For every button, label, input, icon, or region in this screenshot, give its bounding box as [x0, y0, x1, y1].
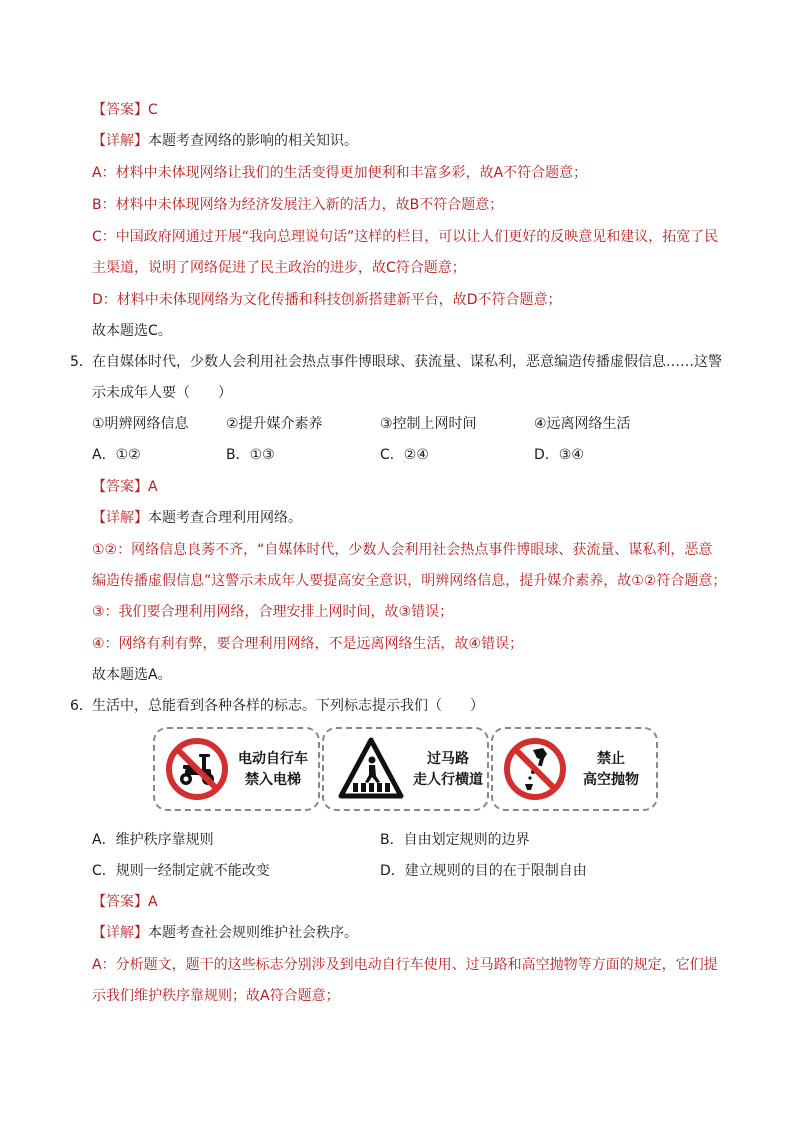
answer-value: A — [148, 479, 158, 495]
q4-answer-line — [92, 100, 158, 120]
sign-no-throwing-line2: 高空抛物 — [583, 772, 639, 788]
q4-detail-line — [92, 131, 358, 151]
q6-detail-line — [92, 923, 358, 943]
q5-explain-2: ③：我们要合理利用网络，合理安排上网时间，故③错误； — [92, 604, 454, 620]
q6-stem: 生活中，总能看到各种各样的标志。下列标志提示我们（ ） — [92, 698, 484, 714]
q5-choice-d[interactable]: D．③④ — [534, 447, 584, 463]
no-throwing-icon — [503, 736, 567, 802]
q6-explain-a1: A：分析题文，题干的这些标志分别涉及到电动自行车使用、过马路和高空抛物等方面的规定，它们提 — [92, 957, 718, 973]
q5-explain-1b: 编造传播虚假信息”这警示未成年人要提高安全意识，明辨网络信息，提升媒介素养，故①②符合题意； — [92, 573, 727, 589]
sign-crosswalk-line2: 走人行横道 — [413, 772, 483, 788]
answer-value: A — [148, 894, 158, 910]
sign-ebike-line2: 禁入电梯 — [245, 772, 301, 788]
sign-crosswalk-line1: 过马路 — [427, 751, 469, 767]
q5-detail-line — [92, 508, 302, 528]
detail-text: 本题考查社会规则维护社会秩序。 — [148, 925, 358, 941]
q5-choice-c[interactable]: C．②④ — [380, 447, 429, 463]
q5-explain-1a: ①②：网络信息良莠不齐，“自媒体时代，少数人会利用社会热点事件博眼球、获流量、谋私利，恶意 — [92, 542, 713, 558]
q4-explain-c2: 主渠道，说明了网络促进了民主政治的进步，故C符合题意； — [92, 260, 466, 276]
sign-ebike-box — [153, 727, 320, 811]
q4-explain-c1: C：中国政府网通过开展“我向总理说句话”这样的栏目，可以让人们更好的反映意见和建议，拓宽了民 — [92, 229, 719, 245]
q6-answer-line — [92, 892, 158, 912]
detail-tag: 【详解】 — [92, 925, 148, 941]
q5-number: 5． — [70, 354, 93, 370]
answer-tag: 【答案】 — [92, 102, 148, 118]
q5-explain-3: ④：网络有利有弊，要合理利用网络，不是远离网络生活，故④错误； — [92, 636, 524, 652]
q5-conclusion: 故本题选A。 — [92, 667, 172, 683]
q5-item-4: ④远离网络生活 — [534, 416, 631, 432]
sign-ebike-line1: 电动自行车 — [238, 751, 308, 767]
q5-item-1: ①明辨网络信息 — [92, 416, 189, 432]
q5-answer-line — [92, 477, 158, 497]
q4-conclusion: 故本题选C。 — [92, 323, 172, 339]
detail-text: 本题考查合理利用网络。 — [148, 510, 302, 526]
q6-choice-a[interactable]: A．维护秩序靠规则 — [92, 832, 214, 848]
q5-item-2: ②提升媒介素养 — [226, 416, 323, 432]
q5-choice-b[interactable]: B．①③ — [226, 447, 275, 463]
q6-choice-c[interactable]: C．规则一经制定就不能改变 — [92, 863, 270, 879]
q6-choice-d[interactable]: D．建立规则的目的在于限制自由 — [380, 863, 587, 879]
crosswalk-icon — [338, 736, 404, 802]
sign-no-throwing-box — [491, 727, 658, 811]
q6-choice-b[interactable]: B．自由划定规则的边界 — [380, 832, 530, 848]
q5-stem-line1: 在自媒体时代，少数人会利用社会热点事件博眼球、获流量、谋私利，恶意编造传播虚假信息……这警 — [92, 354, 722, 370]
q5-stem-line2: 示未成年人要（ ） — [92, 385, 232, 401]
q4-explain-d: D：材料中未体现网络为文化传播和科技创新搭建新平台，故D不符合题意； — [92, 292, 562, 308]
q4-explain-a: A：材料中未体现网络让我们的生活变得更加便利和丰富多彩，故A不符合题意； — [92, 165, 588, 181]
sign-no-throwing-line1: 禁止 — [597, 751, 625, 767]
answer-tag: 【答案】 — [92, 479, 148, 495]
answer-tag: 【答案】 — [92, 894, 148, 910]
q4-explain-b: B：材料中未体现网络为经济发展注入新的活力，故B不符合题意； — [92, 197, 504, 213]
q5-item-3: ③控制上网时间 — [380, 416, 477, 432]
q5-choice-a[interactable]: A．①② — [92, 447, 141, 463]
detail-tag: 【详解】 — [92, 133, 148, 149]
answer-value: C — [148, 102, 158, 118]
q6-number: 6． — [70, 698, 93, 714]
detail-tag: 【详解】 — [92, 510, 148, 526]
q6-explain-a2: 示我们维护秩序靠规则；故A符合题意； — [92, 988, 340, 1004]
detail-text: 本题考查网络的影响的相关知识。 — [148, 133, 358, 149]
no-ebike-icon — [165, 736, 229, 802]
sign-crosswalk-box — [322, 727, 489, 811]
